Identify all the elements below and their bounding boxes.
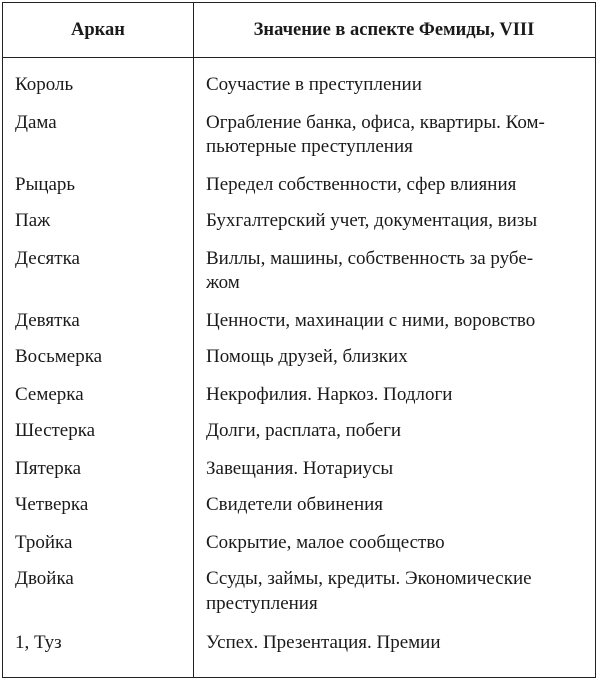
- meaning-line: Долги, расплата, побеги: [206, 420, 402, 441]
- meaning-cell: [193, 493, 595, 518]
- meaning-line: жом: [206, 272, 240, 293]
- arcana-cell: Десятка: [15, 247, 80, 269]
- table-row: [3, 247, 595, 296]
- header-meaning: Значение в аспекте Фемиды, VIII: [253, 20, 535, 40]
- table-row: [3, 383, 595, 408]
- meaning-cell: [193, 209, 595, 234]
- meaning-cell: [193, 631, 595, 656]
- meaning-line: Помощь друзей, близких: [206, 346, 408, 367]
- table-row: [3, 111, 595, 160]
- table-row: [3, 457, 595, 482]
- arcana-cell: Пятерка: [15, 457, 82, 479]
- meaning-line: Завещания. Нотариусы: [206, 457, 394, 479]
- table-row: [3, 209, 595, 234]
- arcana-cell: Восьмерка: [15, 346, 103, 367]
- arcana-cell: Шестерка: [15, 420, 96, 441]
- arcana-cell: Паж: [15, 210, 51, 231]
- table-row: [3, 493, 595, 518]
- table-row: [3, 73, 595, 98]
- meaning-line: пьютерные преступления: [206, 136, 413, 157]
- meaning-line: Ссуды, займы, кредиты. Экономические: [206, 568, 532, 589]
- meaning-cell: [193, 111, 595, 160]
- table-row: [3, 631, 595, 656]
- table-row: [3, 567, 595, 616]
- meaning-cell: [193, 73, 595, 98]
- meaning-cell: [193, 567, 595, 616]
- meaning-cell: [193, 309, 595, 334]
- arcana-cell: 1, Туз: [15, 632, 62, 653]
- arcana-cell: Тройка: [15, 531, 73, 553]
- arcana-cell: Четверка: [15, 494, 89, 515]
- meaning-line: Соучастие в преступлении: [206, 74, 422, 95]
- meaning-cell: [193, 383, 595, 408]
- table-row: [3, 345, 595, 370]
- meaning-cell: [193, 247, 595, 296]
- arcana-cell: Дама: [15, 111, 57, 133]
- meaning-line: Виллы, машины, собственность за рубе-: [206, 247, 534, 269]
- meaning-line: Успех. Презентация. Премии: [206, 632, 441, 653]
- arcana-cell: Король: [15, 74, 74, 95]
- table-body: [3, 73, 595, 656]
- arcana-cell: Девятка: [15, 309, 80, 331]
- meaning-line: Свидетели обвинения: [206, 494, 384, 515]
- meaning-cell: [193, 173, 595, 198]
- meaning-line: Ограбление банка, офиса, квартиры. Ком-: [206, 111, 545, 133]
- table-row: [3, 173, 595, 198]
- meaning-line: Некрофилия. Наркоз. Подлоги: [206, 383, 453, 405]
- meaning-line: преступления: [206, 592, 318, 614]
- meaning-line: Бухгалтерский учет, документация, визы: [206, 210, 538, 231]
- arcana-cell: Семерка: [15, 383, 84, 405]
- header-arcana: Аркан: [71, 20, 125, 40]
- arcana-cell: Двойка: [15, 568, 74, 589]
- arcana-meaning-table: [2, 2, 596, 678]
- table-row: [3, 419, 595, 444]
- table-row: [3, 309, 595, 334]
- arcana-cell: Рыцарь: [15, 173, 76, 195]
- meaning-cell: [193, 345, 595, 370]
- meaning-line: Передел собственности, сфер влияния: [206, 173, 517, 195]
- meaning-cell: [193, 457, 595, 482]
- meaning-line: Ценности, махинации с ними, воровство: [206, 309, 536, 331]
- header-divider: [3, 57, 595, 58]
- table-row: [3, 531, 595, 556]
- meaning-cell: [193, 419, 595, 444]
- meaning-line: Сокрытие, малое сообщество: [206, 531, 445, 553]
- meaning-cell: [193, 531, 595, 556]
